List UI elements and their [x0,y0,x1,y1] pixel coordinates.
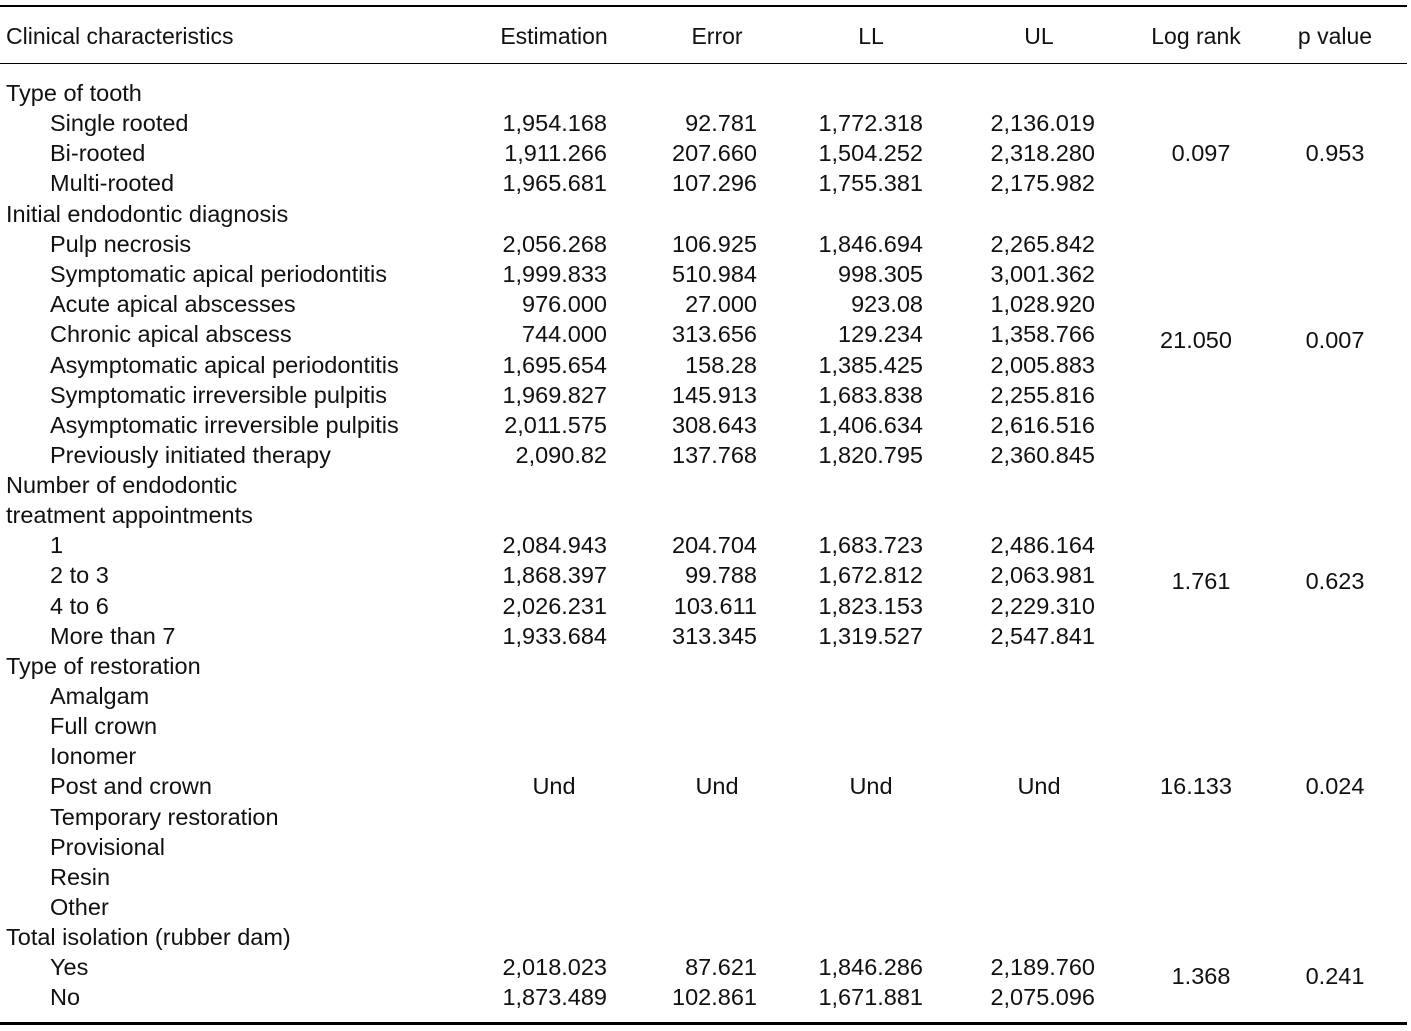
group-label: Total isolation (rubber dam) [6,924,291,950]
cell-ll: 998.305 [838,261,923,287]
cell-estimation: 1,873.489 [502,984,607,1010]
cell-ul: 2,175.982 [990,170,1095,196]
cell-ll: 1,755.381 [818,170,923,196]
header-log-rank: Log rank [1151,23,1241,49]
cell-error: 107.296 [672,170,757,196]
header-p-value: p value [1297,23,1373,49]
list-item [0,711,1407,741]
cell-estimation: 1,695.654 [502,352,607,378]
row-label: Other [50,894,109,920]
cell-ll: 1,406.634 [818,412,923,438]
row-label: Asymptomatic irreversible pulpitis [50,412,399,438]
cell-error: 308.643 [672,412,757,438]
cell-ul: 2,189.760 [990,954,1095,980]
table-row [0,229,1407,259]
group-heading [0,199,1407,229]
cell-estimation: 1,999.833 [502,261,607,287]
cell-ul: 2,616.516 [990,412,1095,438]
row-label: 1 [50,532,64,558]
cell-ul: 2,360.845 [990,442,1095,468]
row-label: Acute apical abscesses [50,291,296,317]
group-heading [0,651,1407,681]
row-label: Temporary restoration [50,804,279,830]
cell-ll: 1,672.812 [818,562,923,588]
list-item [0,681,1407,711]
row-label: Post and crown [50,773,212,799]
cell-error: 137.768 [672,442,757,468]
row-label: Ionomer [50,743,137,769]
row-label: Bi-rooted [50,140,146,166]
log-rank-value: 1.761 [1171,568,1231,594]
row-label: No [50,984,81,1010]
cell-estimation: 2,056.268 [502,231,607,257]
cell-ul: 3,001.362 [990,261,1095,287]
row-label: Amalgam [50,683,150,709]
header-clinical-characteristics: Clinical characteristics [6,23,234,49]
table-row [0,440,1407,470]
header-bottom-rule [0,63,1407,64]
cell-estimation: 1,911.266 [504,140,607,166]
table-top-rule [0,5,1407,7]
cell-estimation: 1,868.397 [502,562,607,588]
cell-estimation: 1,933.684 [502,623,607,649]
row-label: Symptomatic irreversible pulpitis [50,382,387,408]
cell-error: 145.913 [672,382,757,408]
cell-ll: 1,772.318 [818,110,923,136]
cell-ul: 2,136.019 [990,110,1095,136]
cell-ul: 1,028.920 [990,291,1095,317]
cell-error: 102.861 [672,984,757,1010]
cell-ul: 1,358.766 [990,321,1095,347]
log-rank-value: 0.097 [1171,140,1231,166]
list-item [0,892,1407,922]
table-row [0,168,1407,198]
p-value: 0.241 [1305,963,1365,989]
cell-ul: 2,063.981 [990,562,1095,588]
cell-error: 510.984 [672,261,757,287]
header-estimation: Estimation [500,23,608,49]
cell-ll: 129.234 [838,321,923,347]
cell-ul: 2,486.164 [990,532,1095,558]
cell-ll: 1,846.286 [818,954,923,980]
cell-ll: 1,820.795 [818,442,923,468]
cell-estimation: 2,026.231 [502,593,607,619]
p-value: 0.623 [1305,568,1365,594]
cell-error: 103.611 [673,593,757,619]
group-heading [0,78,1407,108]
row-label: Previously initiated therapy [50,442,331,468]
cell-ul: 2,075.096 [990,984,1095,1010]
row-label: Single rooted [50,110,189,136]
cell-error: 87.621 [685,954,757,980]
cell-ul: 2,265.842 [990,231,1095,257]
cell-ll: 1,319.527 [818,623,923,649]
cell-ll: 1,504.252 [818,140,923,166]
cell-error: 106.925 [672,231,757,257]
list-item [0,741,1407,771]
group-label-line1: Number of endodontic [6,472,238,498]
cell-ll: 923.08 [851,291,923,317]
log-rank-value: 16.133 [1160,773,1232,799]
group-heading [0,470,1407,500]
row-label: 2 to 3 [50,562,109,588]
p-value: 0.024 [1305,773,1365,799]
p-value: 0.953 [1305,140,1365,166]
cell-error: 207.660 [672,140,757,166]
row-label: Full crown [50,713,158,739]
header-error: Error [691,23,743,49]
cell-estimation: 744.000 [522,321,607,347]
group-heading [0,922,1407,952]
cell-error: 313.345 [672,623,757,649]
cell-ul: 2,229.310 [990,593,1095,619]
table-row [0,259,1407,289]
cell-error: 313.656 [672,321,757,347]
row-label: Resin [50,864,111,890]
cell-estimation: 976.000 [522,291,607,317]
cell-ul: 2,255.816 [990,382,1095,408]
cell-ll: Und [849,773,893,799]
header-ll: LL [858,23,884,49]
cell-ll: 1,671.881 [818,984,923,1010]
log-rank-value: 21.050 [1160,327,1232,353]
group-label-line2: treatment appointments [6,502,253,528]
list-item [0,832,1407,862]
cell-ul: 2,318.280 [990,140,1095,166]
row-label: 4 to 6 [50,593,109,619]
row-label: Multi-rooted [50,170,175,196]
cell-error: 92.781 [685,110,757,136]
log-rank-value: 1.368 [1171,963,1231,989]
cell-error: 204.704 [672,532,757,558]
group-label: Initial endodontic diagnosis [6,201,289,227]
cell-estimation: 1,965.681 [502,170,607,196]
cell-estimation: 2,011.575 [504,412,607,438]
cell-ul: 2,005.883 [990,352,1095,378]
cell-error: 99.788 [685,562,757,588]
row-label: Provisional [50,834,165,860]
table-row [0,410,1407,440]
table-bottom-rule [0,1022,1407,1025]
row-label: Chronic apical abscess [50,321,292,347]
group-heading-continued [0,500,1407,530]
list-item [0,862,1407,892]
row-label: Asymptomatic apical periodontitis [50,352,399,378]
row-label: Yes [50,954,89,980]
cell-estimation: 1,969.827 [502,382,607,408]
cell-estimation: 2,090.82 [515,442,607,468]
cell-estimation: 2,084.943 [502,532,607,558]
cell-error: 158.28 [685,352,757,378]
row-label: Pulp necrosis [50,231,192,257]
cell-estimation: 2,018.023 [502,954,607,980]
cell-ll: 1,385.425 [818,352,923,378]
table-row [0,621,1407,651]
table-row [0,289,1407,319]
cell-estimation: Und [532,773,576,799]
cell-ul: Und [1017,773,1061,799]
cell-ll: 1,823.153 [818,593,923,619]
group-label: Type of tooth [6,80,142,106]
cell-ll: 1,846.694 [818,231,923,257]
cell-ll: 1,683.723 [818,532,923,558]
table-row [0,530,1407,560]
row-label: More than 7 [50,623,176,649]
table-row [0,380,1407,410]
list-item [0,802,1407,832]
p-value: 0.007 [1305,327,1365,353]
table-row [0,108,1407,138]
cell-estimation: 1,954.168 [502,110,607,136]
header-ul: UL [1024,23,1054,49]
cell-ul: 2,547.841 [990,623,1095,649]
group-label: Type of restoration [6,653,201,679]
cell-error: Und [695,773,739,799]
cell-ll: 1,683.838 [818,382,923,408]
row-label: Symptomatic apical periodontitis [50,261,387,287]
cell-error: 27.000 [685,291,757,317]
